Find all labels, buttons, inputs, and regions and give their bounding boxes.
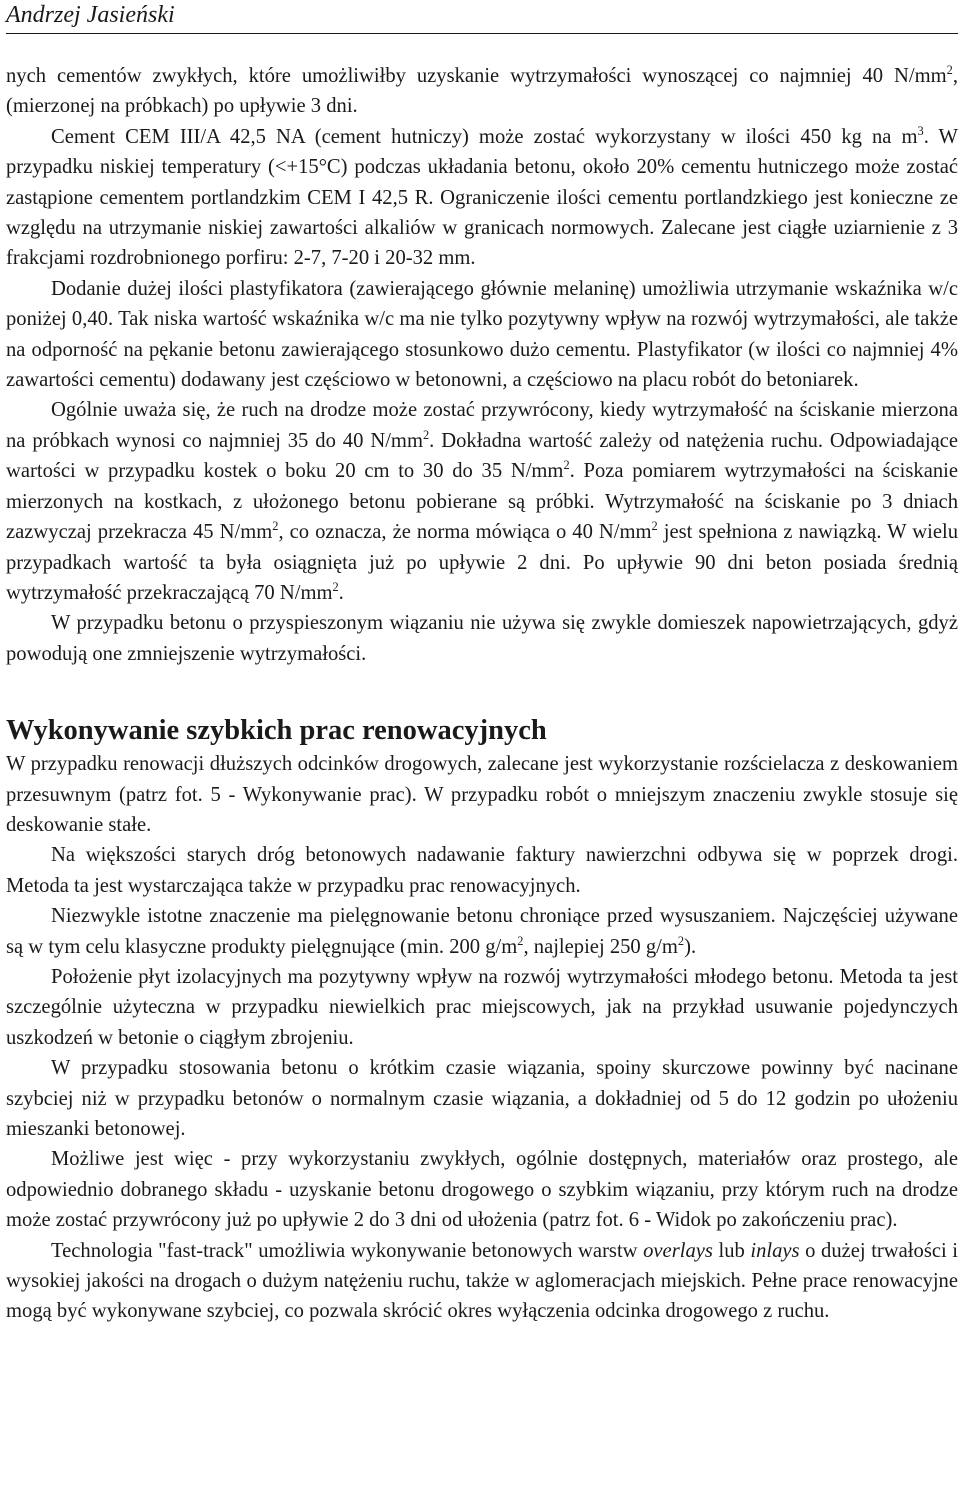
paragraph: Dodanie dużej ilości plastyfikatora (zawierającego głównie melaninę) umożliwia utrzymanie wskaźnika w/c poniżej 0,40. Tak niska wartość wskaźnika w/c ma nie tylko pozytywny wpływ na rozwój wytrzymałości, ale także na odporność na pękanie betonu zawierającego stosunkowo dużo cementu. Plastyfikator (w ilości co najmniej 4% zawartości cementu) dodawany jest częściowo w betonowni, a częściowo na placu robót do betoniarek. [6, 277, 958, 392]
header-rule [6, 33, 958, 34]
paragraph: Cement CEM III/A 42,5 NA (cement hutniczy) może zostać wykorzystany w ilości 450 kg na $m^3$. W przypadku niskiej temperatury (<+15°C) podczas układania betonu, około 20% cementu hutniczego może zostać zastąpione cementem portlandzkim CEM I 42,5 R. Ograniczenie ilości cementu portlandzkiego jest konieczne ze względu na utrzymanie niskiej zawartości alkaliów w granicach normowych. Zalecane jest ciągłe uziarnienie z 3 frakcjami rozdrobnionego porfiru: 2-7, 7-20 i 20-32 mm. [6, 123, 958, 270]
paragraph: Technologia "fast-track" umożliwia wykonywanie betonowych warstw overlays lub inlays o dużej trwałości i wysokiej jakości na drogach o dużym natężeniu ruchu, także w aglomeracjach miejskich. Pełne prace renowacyjne mogą być wykonywane szybciej, co pozwala skrócić okres wyłączenia odcinka drogowego z ruchu. [6, 1239, 958, 1323]
paragraph: W przypadku stosowania betonu o krótkim czasie wiązania, spoiny skurczowe powinny być nacinane szybciej niż w przypadku betonów o normalnym czasie wiązania, a dokładniej od 5 do 12 godzin po ułożeniu mieszanki betonowej. [6, 1057, 958, 1140]
paragraph: W przypadku renowacji dłuższych odcinków drogowych, zalecane jest wykorzystanie rozścielacza z deskowaniem przesuwnym (patrz fot. 5 - Wykonywanie prac). W przypadku robót o mniejszym znaczeniu zwykle stosuje się deskowanie stałe. [6, 753, 958, 836]
paragraph: W przypadku betonu o przyspieszonym wiązaniu nie używa się zwykle domieszek napowietrzających, gdyż powodują one zmniejszenie wytrzymałości. [6, 612, 958, 665]
running-header-author: Andrzej Jasieński [6, 2, 175, 28]
paragraph: Niezwykle istotne znaczenie ma pielęgnowanie betonu chroniące przed wysuszaniem. Najczęściej używane są w tym celu klasyczne produkty pielęgnujące (min. 200 $g/m^2$, najlepiej 250 $g/m^2$). [6, 905, 958, 958]
paragraph: Położenie płyt izolacyjnych ma pozytywny wpływ na rozwój wytrzymałości młodego betonu. Metoda ta jest szczególnie użyteczna w przypadku niewielkich prac miejscowych, jak na przykład usuwanie pojedynczych uszkodzeń w betonie o ciągłym zbrojeniu. [6, 965, 958, 1049]
body-text [6, 61, 958, 1327]
paragraph: nych cementów zwykłych, które umożliwiłby uzyskanie wytrzymałości wynoszącej co najmniej 40 $N/mm^2$, (mierzonej na próbkach) po upływie 3 dni. [6, 63, 958, 118]
section-heading: Wykonywanie szybkich prac renowacyjnych [6, 715, 547, 747]
paragraph: Możliwe jest więc - przy wykorzystaniu zwykłych, ogólnie dostępnych, materiałów oraz prostego, ale odpowiednio dobranego składu - uzyskanie betonu drogowego o szybkim wiązaniu, przy którym ruch na drodze może zostać przywrócony już po upływie 2 do 3 dni od ułożenia (patrz fot. 6 - Widok po zakończeniu prac). [6, 1148, 958, 1232]
paragraph: Na większości starych dróg betonowych nadawanie faktury nawierzchni odbywa się w poprzek drogi. Metoda ta jest wystarczająca także w przypadku prac renowacyjnych. [6, 844, 958, 897]
paragraph: Ogólnie uważa się, że ruch na drodze może zostać przywrócony, kiedy wytrzymałość na ściskanie mierzona na próbkach wynosi co najmniej 35 do 40 $N/mm^2$. Dokładna wartość zależy od natężenia ruchu. Odpowiadające wartości w przypadku kostek o boku 20 cm to 30 do 35 $N/mm^2$. Poza pomiarem wytrzymałości na ściskanie mierzonych na kostkach, z ułożonego betonu pobierane są próbki. Wytrzymałość na ściskanie po 3 dniach zazwyczaj przekracza 45 $N/mm^2$, co oznacza, że norma mówiąca o 40 $N/mm^2$ jest spełniona z nawiązką. W wielu przypadkach wartość ta była osiągnięta już po upływie 2 dni. Po upływie 90 dni beton posiada średnią wytrzymałość przekraczającą 70 $N/mm^2$. [6, 399, 958, 604]
